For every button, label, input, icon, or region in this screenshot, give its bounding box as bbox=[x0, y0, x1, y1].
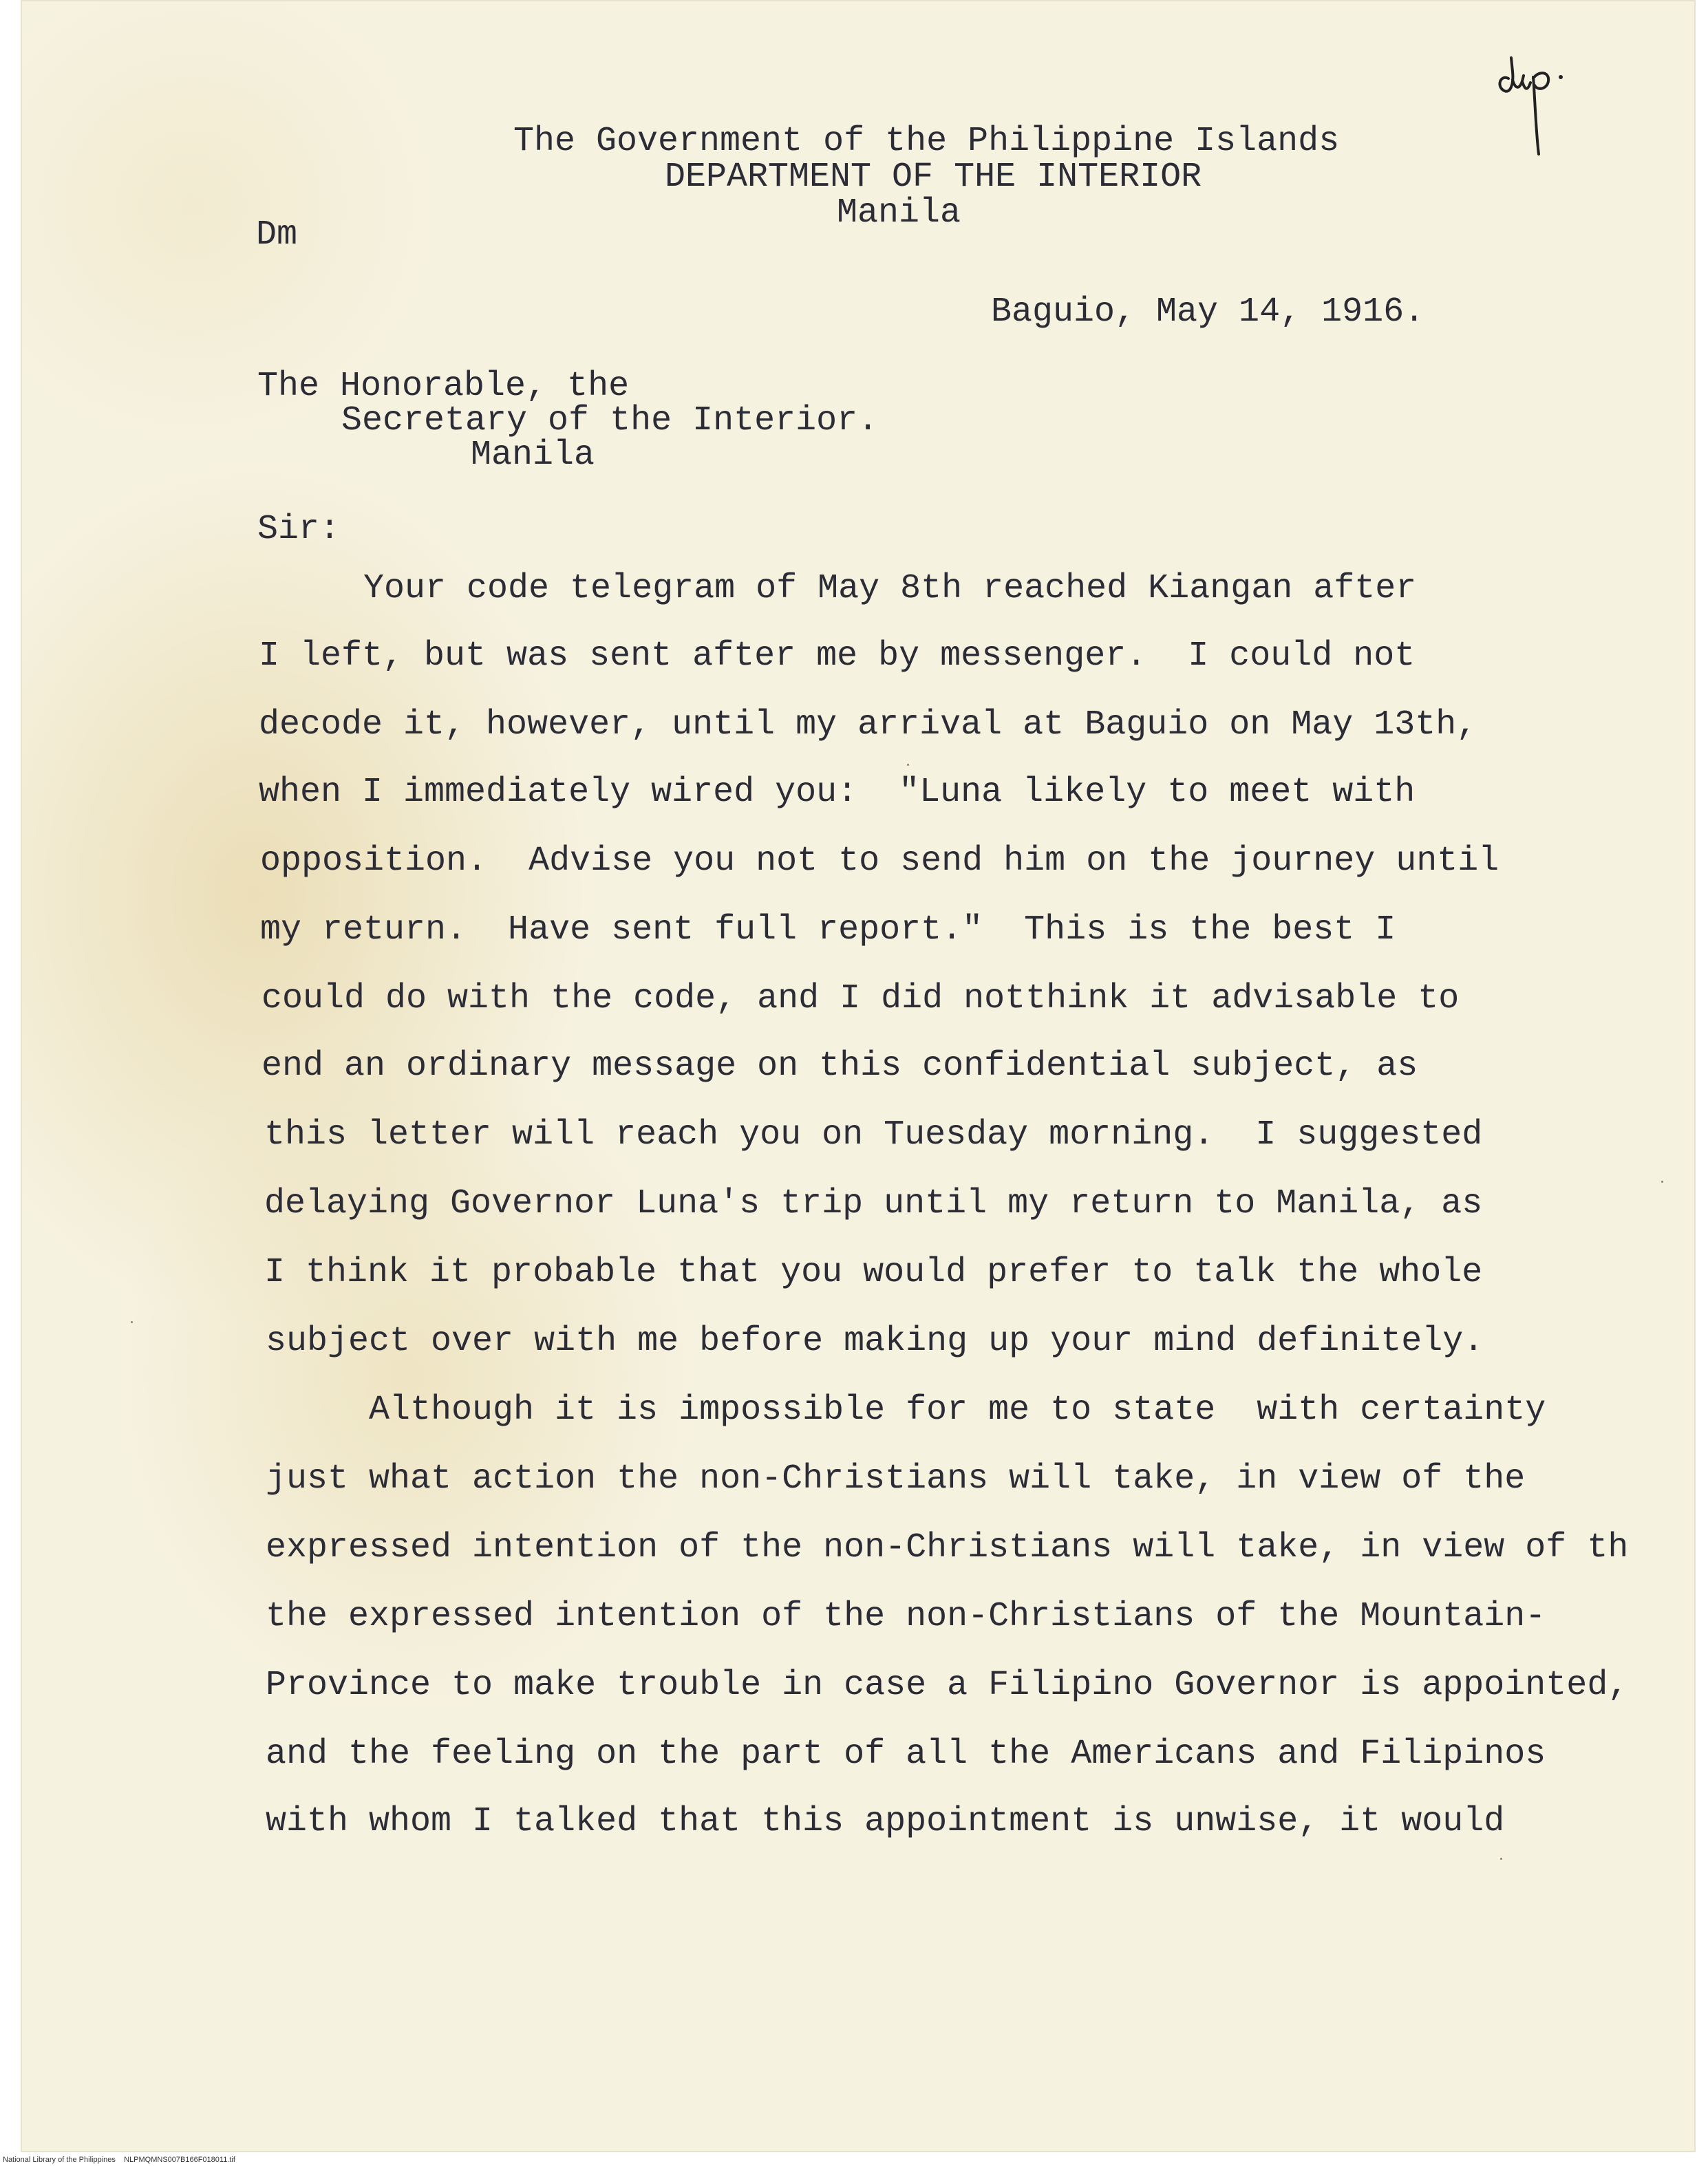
handwritten-annotation bbox=[1495, 51, 1591, 161]
body-line: with whom I talked that this appointment is unwise, it would bbox=[266, 1802, 1505, 1841]
addressee-line-3: Manila bbox=[471, 436, 595, 475]
paper-speck bbox=[907, 764, 909, 766]
body-line: subject over with me before making up your mind definitely. bbox=[266, 1322, 1484, 1361]
letterhead-department: DEPARTMENT OF THE INTERIOR bbox=[665, 158, 1202, 197]
date-line: Baguio, May 14, 1916. bbox=[991, 292, 1425, 332]
body-line: this letter will reach you on Tuesday morning. I suggested bbox=[264, 1115, 1483, 1155]
letterhead-city: Manila bbox=[837, 193, 961, 233]
body-line: Province to make trouble in case a Filipino Governor is appointed, bbox=[266, 1666, 1629, 1705]
body-line: and the feeling on the part of all the Americans and Filipinos bbox=[266, 1735, 1546, 1774]
scan-caption: National Library of the Philippines NLPMQMNS007B166F018011.tif bbox=[3, 2156, 235, 2164]
body-line: decode it, however, until my arrival at Baguio on May 13th, bbox=[259, 705, 1477, 744]
body-line: when I immediately wired you: "Luna likely to meet with bbox=[259, 773, 1416, 812]
paper-speck bbox=[131, 1321, 133, 1323]
body-line: I left, but was sent after me by messenger. I could not bbox=[259, 636, 1416, 676]
body-line: end an ordinary message on this confidential subject, as bbox=[261, 1047, 1418, 1086]
body-line: the expressed intention of the non-Christians of the Mountain- bbox=[266, 1597, 1546, 1636]
body-line: could do with the code, and I did notthink it advisable to bbox=[261, 979, 1460, 1018]
body-line: delaying Governor Luna's trip until my return to Manila, as bbox=[264, 1184, 1483, 1223]
addressee-line-1: The Honorable, the bbox=[257, 367, 630, 406]
body-line: Although it is impossible for me to state with certainty bbox=[369, 1391, 1546, 1430]
addressee-line-2: Secretary of the Interior. bbox=[341, 401, 879, 440]
paper-speck bbox=[1500, 1858, 1502, 1860]
reference-initials: Dm bbox=[256, 215, 298, 255]
letterhead-government: The Government of the Philippine Islands bbox=[513, 122, 1340, 161]
body-line: opposition. Advise you not to send him on the journey until bbox=[260, 841, 1499, 881]
body-line: I think it probable that you would prefer to talk the whole bbox=[264, 1253, 1483, 1292]
body-line: just what action the non-Christians will take, in view of the bbox=[266, 1459, 1526, 1499]
paper-speck bbox=[1661, 1181, 1663, 1183]
body-line: Your code telegram of May 8th reached Kiangan after bbox=[363, 569, 1417, 608]
body-line: expressed intention of the non-Christians will take, in view of th bbox=[266, 1528, 1629, 1567]
salutation: Sir: bbox=[257, 510, 341, 549]
body-line: my return. Have sent full report." This is the best I bbox=[260, 910, 1396, 950]
